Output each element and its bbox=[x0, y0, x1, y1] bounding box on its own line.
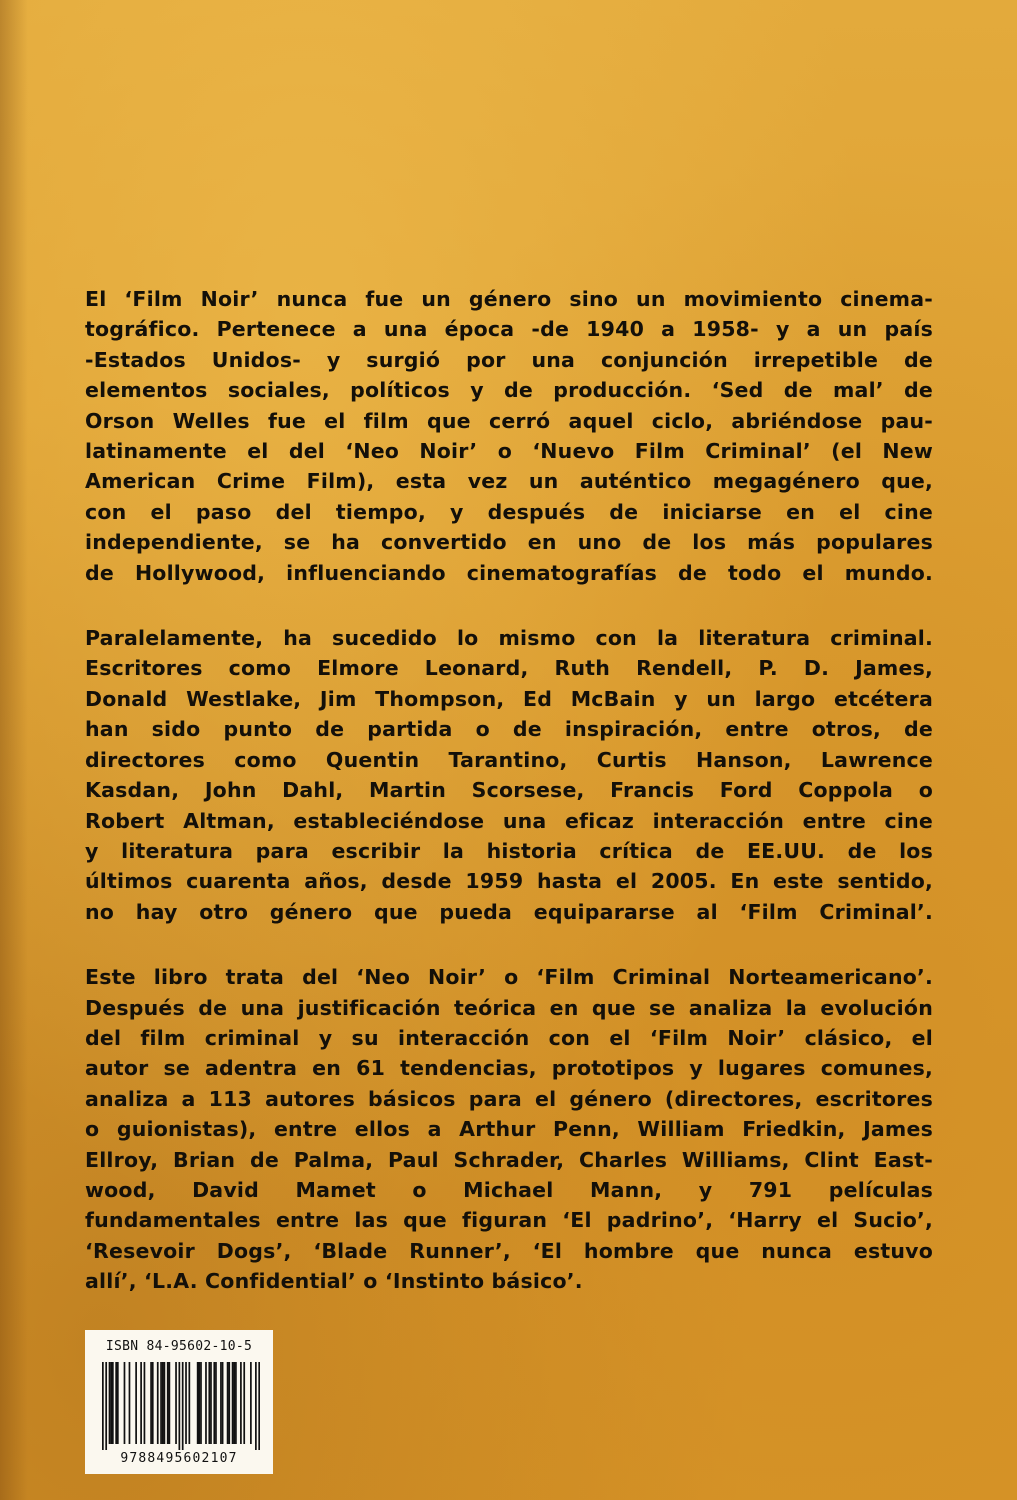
barcode-bar bbox=[150, 1362, 152, 1444]
text-line: han sido punto de partida o de inspiración, entre otros, de bbox=[85, 717, 933, 742]
barcode-bar bbox=[110, 1362, 112, 1444]
barcode-bar bbox=[140, 1362, 142, 1444]
text-line: fundamentales entre las que figuran ‘El padrino’, ‘Harry el Sucio’, bbox=[85, 1208, 933, 1233]
blurb-paragraph-3 bbox=[85, 962, 933, 1296]
text-line: allí’, ‘L.A. Confidential’ o ‘Instinto básico’. bbox=[85, 1269, 583, 1294]
text-line: elementos sociales, políticos y de producción. ‘Sed de mal’ de bbox=[85, 378, 933, 403]
text-line: Ellroy, Brian de Palma, Paul Schrader, Charles Williams, Clint East- bbox=[85, 1147, 933, 1172]
text-line: Orson Welles fue el film que cerró aquel ciclo, abriéndose pau- bbox=[85, 408, 933, 433]
barcode-icon bbox=[102, 1362, 260, 1450]
barcode-bar bbox=[198, 1362, 200, 1444]
barcode-bar bbox=[182, 1362, 184, 1450]
text-line: Escritores como Elmore Leonard, Ruth Rendell, P. D. James, bbox=[85, 656, 933, 681]
barcode-bar bbox=[228, 1362, 230, 1444]
barcode-bar bbox=[235, 1362, 237, 1444]
barcode-bar bbox=[105, 1362, 107, 1450]
text-line: -Estados Unidos- y surgió por una conjunción irrepetible de bbox=[85, 347, 933, 372]
barcode-bar bbox=[213, 1362, 215, 1444]
barcode-bar bbox=[175, 1362, 177, 1444]
text-line: con el paso del tiempo, y después de iniciarse en el cine bbox=[85, 499, 933, 524]
text-line: wood, David Mamet o Michael Mann, y 791 películas bbox=[85, 1177, 933, 1202]
ean-digits: 9788495602107 bbox=[120, 1451, 238, 1466]
barcode-bar bbox=[215, 1362, 217, 1444]
text-line: Kasdan, John Dahl, Martin Scorsese, Francis Ford Coppola o bbox=[85, 778, 933, 803]
barcode-bar bbox=[167, 1362, 169, 1444]
barcode-bar bbox=[200, 1362, 202, 1444]
barcode-bar bbox=[112, 1362, 114, 1444]
barcode-bar bbox=[227, 1362, 229, 1444]
text-line: Robert Altman, estableciéndose una eficaz interacción entre cine bbox=[85, 808, 933, 833]
text-line: Este libro trata del ‘Neo Noir’ o ‘Film Criminal Norteamericano’. bbox=[85, 965, 933, 990]
barcode-bar bbox=[162, 1362, 164, 1444]
barcode-bar bbox=[233, 1362, 235, 1444]
text-line: tográfico. Pertenece a una época -de 1940 a 1958- y a un país bbox=[85, 317, 933, 342]
text-line: independiente, se ha convertido en uno de los más populares bbox=[85, 530, 933, 555]
barcode-bar bbox=[243, 1362, 245, 1444]
barcode-bar bbox=[210, 1362, 212, 1444]
blurb-paragraph-2 bbox=[85, 623, 933, 927]
text-line: Después de una justificación teórica en que se analiza la evolución bbox=[85, 995, 933, 1020]
barcode-bar bbox=[258, 1362, 260, 1450]
text-line: Paralelamente, ha sucedido lo mismo con la literatura criminal. bbox=[85, 626, 933, 651]
barcode-bar bbox=[185, 1362, 187, 1444]
barcode-bar bbox=[169, 1362, 171, 1444]
text-line: y literatura para escribir la historia crítica de EE.UU. de los bbox=[85, 838, 933, 863]
barcode-bar bbox=[152, 1362, 154, 1444]
barcode-panel bbox=[85, 1330, 273, 1474]
barcode-bar bbox=[240, 1362, 242, 1444]
barcode-bar bbox=[160, 1362, 162, 1444]
barcode-bar bbox=[109, 1362, 111, 1444]
text-line: American Crime Film), esta vez un auténtico megagénero que, bbox=[85, 469, 933, 494]
barcode-bar bbox=[208, 1362, 210, 1444]
barcode-bar bbox=[115, 1362, 117, 1444]
barcode-bar bbox=[164, 1362, 166, 1444]
text-line: Donald Westlake, Jim Thompson, Ed McBain y un largo etcétera bbox=[85, 686, 933, 711]
barcode-bar bbox=[102, 1362, 104, 1450]
text-line: ‘Resevoir Dogs’, ‘Blade Runner’, ‘El hombre que nunca estuvo bbox=[85, 1238, 933, 1263]
blurb-paragraph-1 bbox=[85, 284, 933, 588]
blurb-text bbox=[85, 284, 933, 1332]
barcode-bar bbox=[135, 1362, 137, 1444]
barcode-bar bbox=[179, 1362, 181, 1450]
barcode-bar bbox=[124, 1362, 126, 1444]
text-line: analiza a 113 autores básicos para el género (directores, escritores bbox=[85, 1086, 933, 1111]
text-line: directores como Quentin Tarantino, Curtis Hanson, Lawrence bbox=[85, 747, 933, 772]
text-line: últimos cuarenta años, desde 1959 hasta el 2005. En este sentido, bbox=[85, 869, 933, 894]
spine-shadow bbox=[0, 0, 28, 1500]
barcode-bar bbox=[205, 1362, 207, 1444]
text-line: del film criminal y su interacción con el ‘Film Noir’ clásico, el bbox=[85, 1025, 933, 1050]
barcode-bar bbox=[197, 1362, 199, 1444]
barcode-bar bbox=[129, 1362, 131, 1444]
barcode-bar bbox=[222, 1362, 224, 1444]
barcode-bar bbox=[220, 1362, 222, 1444]
text-line: autor se adentra en 61 tendencias, prototipos y lugares comunes, bbox=[85, 1056, 933, 1081]
barcode-bar bbox=[144, 1362, 146, 1444]
barcode-bar bbox=[255, 1362, 257, 1450]
text-line: latinamente el del ‘Neo Noir’ o ‘Nuevo Film Criminal’ (el New bbox=[85, 439, 933, 464]
barcode-bar bbox=[117, 1362, 119, 1444]
text-line: no hay otro género que pueda equipararse al ‘Film Criminal’. bbox=[85, 899, 933, 924]
barcode-bar bbox=[188, 1362, 190, 1444]
barcode-bar bbox=[250, 1362, 252, 1444]
barcode-bar bbox=[232, 1362, 234, 1444]
isbn-label: ISBN 84-95602-10-5 bbox=[105, 1339, 253, 1354]
text-line: El ‘Film Noir’ nunca fue un género sino un movimiento cinema- bbox=[85, 287, 933, 311]
text-line: de Hollywood, influenciando cinematografías de todo el mundo. bbox=[85, 560, 933, 585]
barcode-bar bbox=[157, 1362, 159, 1444]
text-line: o guionistas), entre ellos a Arthur Penn, William Friedkin, James bbox=[85, 1117, 933, 1142]
